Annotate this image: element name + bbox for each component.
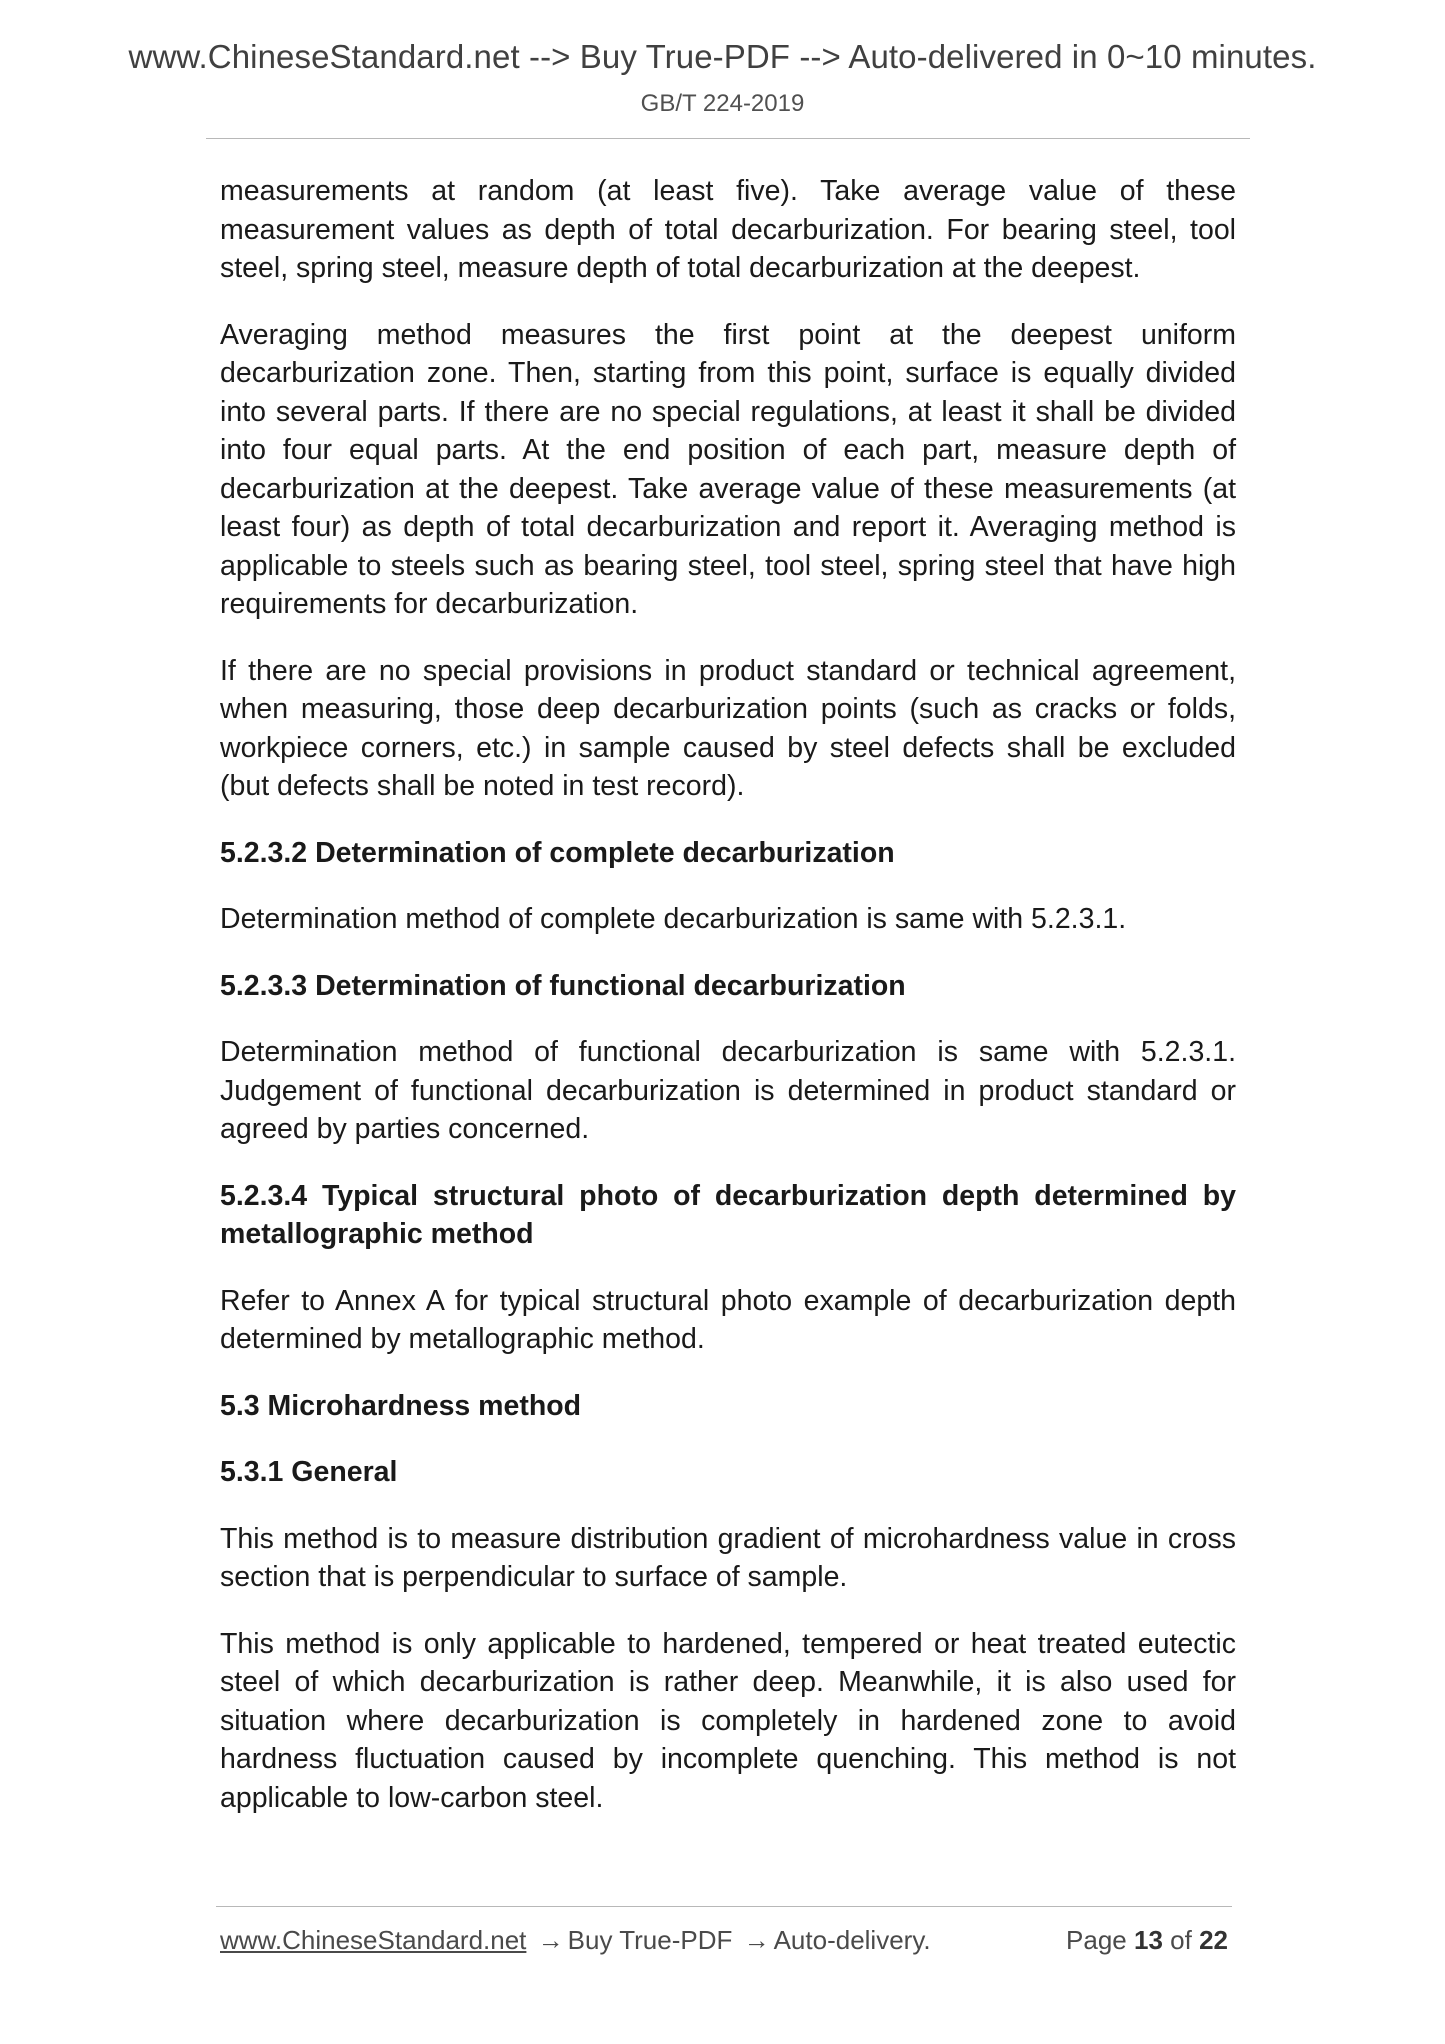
header-divider xyxy=(206,138,1250,139)
paragraph: This method is to measure distribution gradient of microhardness value in cross section that is perpendicular to surface of sample. xyxy=(220,1522,1236,1593)
paragraph: Determination method of complete decarburization is same with 5.2.3.1. xyxy=(220,903,1127,935)
page-indicator xyxy=(1066,1925,1228,1956)
paragraph: If there are no special provisions in product standard or technical agreement, when measuring, those deep decarburization points (such as cracks or folds, workpiece corners, etc.) in sample caused by steel defects shall be excluded (but defects shall be noted in test record). xyxy=(220,654,1236,802)
site-banner: www.ChineseStandard.net --> Buy True-PDF --> Auto-delivered in 0~10 minutes. xyxy=(128,38,1317,75)
standard-code: GB/T 224-2019 xyxy=(640,90,805,117)
footer-site-link[interactable]: www.ChineseStandard.net xyxy=(220,1925,527,1955)
section-heading: 5.3 Microhardness method xyxy=(220,1389,582,1422)
arrow-right-icon: → xyxy=(537,1925,564,1955)
section-heading: 5.2.3.3 Determination of functional decarburization xyxy=(220,969,906,1002)
paragraph: Averaging method measures the first point at the deepest uniform decarburization zone. Then, starting from this point, surface is equally divided into several parts. If there are no special regulations, at least it shall be divided into four equal parts. At the end position of each part, measure depth of decarburization at the deepest. Take average value of these measurements (at least four) as depth of total decarburization and report it. Averaging method is applicable to steels such as bearing steel, tool steel, spring steel that have high requirements for decarburization. xyxy=(220,318,1236,620)
arrow-right-icon: → xyxy=(743,1925,770,1955)
footer-auto-text: Auto-delivery. xyxy=(773,1925,931,1955)
page-footer xyxy=(220,1925,1228,1956)
paragraph: measurements at random (at least five). Take average value of these measurement values as depth of total decarburization. For bearing steel, tool steel, spring steel, measure depth of total decarburization at the deepest. xyxy=(220,175,1236,284)
page-total: 22 xyxy=(1199,1925,1228,1955)
page-number: 13 xyxy=(1134,1925,1163,1955)
page-content xyxy=(220,172,1236,1845)
section-heading: 5.2.3.2 Determination of complete decarburization xyxy=(220,836,895,869)
paragraph: Refer to Annex A for typical structural photo example of decarburization depth determined by metallographic method. xyxy=(220,1284,1236,1355)
paragraph: This method is only applicable to hardened, tempered or heat treated eutectic steel of which decarburization is rather deep. Meanwhile, it is also used for situation where decarburization is completely in hardened zone to avoid hardness fluctuation caused by incomplete quenching. This method is not applicable to low-carbon steel. xyxy=(220,1627,1236,1814)
section-heading: 5.3.1 General xyxy=(220,1456,398,1488)
footer-buy-text: Buy True-PDF xyxy=(567,1925,733,1955)
paragraph: Determination method of functional decarburization is same with 5.2.3.1. Judgement of functional decarburization is determined in product standard or agreed by parties concerned. xyxy=(220,1036,1236,1145)
footer-promo xyxy=(220,1925,931,1956)
page-of-label: of xyxy=(1170,1925,1192,1955)
section-heading: 5.2.3.4 Typical structural photo of decarburization depth determined by metallographic method xyxy=(220,1179,1236,1250)
page-label: Page xyxy=(1066,1925,1127,1955)
footer-divider xyxy=(216,1906,1232,1907)
